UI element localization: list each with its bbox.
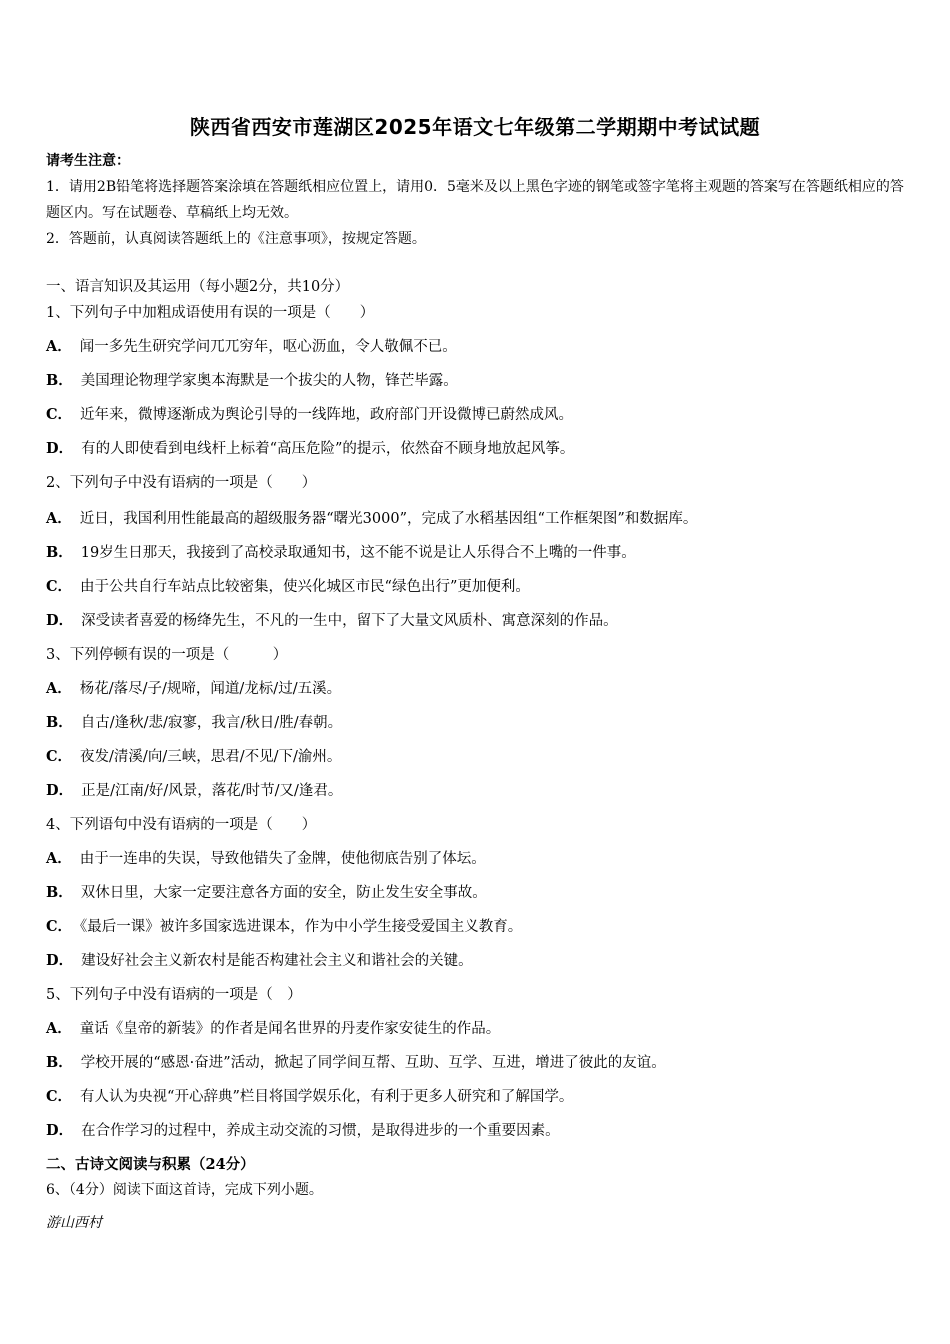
option-text: 建设好社会主义新农村是能否构建社会主义和谐社会的关键。	[81, 953, 473, 969]
question-stem-6: 6、（4分）阅读下面这首诗，完成下列小题。	[46, 1182, 323, 1198]
option-text: 学校开展的“感恩·奋进”活动，掀起了同学间互帮、互助、互学、互进，增进了彼此的友谊。	[80, 1055, 666, 1071]
question-4-option-b	[46, 881, 487, 902]
question-4-option-a	[46, 847, 486, 868]
question-5-option-c	[46, 1085, 573, 1106]
option-letter: D．	[46, 612, 74, 629]
option-letter: A．	[46, 510, 72, 527]
notice-heading: 请考生注意：	[46, 153, 130, 169]
question-stem-1: 1、下列句子中加粗成语使用有误的一项是（ ）	[46, 305, 375, 321]
option-letter: B．	[46, 544, 73, 561]
option-letter: D．	[46, 782, 74, 799]
option-letter: C．	[46, 406, 73, 423]
section-heading-2: 二、古诗文阅读与积累（24分）	[46, 1156, 255, 1173]
question-3-option-b	[46, 711, 342, 732]
option-text: 近日，我国利用性能最高的超级服务器“曙光3000”，完成了水稻基因组“工作框架图”和数据库。	[79, 511, 698, 527]
question-3-option-c	[46, 745, 341, 766]
option-letter: C．	[46, 578, 73, 595]
option-letter: D．	[46, 440, 74, 457]
option-text: 深受读者喜爱的杨绛先生，不凡的一生中，留下了大量文风质朴、寓意深刻的作品。	[81, 613, 618, 629]
option-text: 《最后一课》被许多国家选进课本，作为中小学生接受爱国主义教育。	[80, 919, 523, 935]
option-letter: D．	[46, 952, 74, 969]
option-letter: C．	[46, 918, 73, 935]
option-text: 19岁生日那天，我接到了高校录取通知书，这不能不说是让人乐得合不上嘴的一件事。	[80, 545, 636, 561]
option-letter: B．	[46, 1054, 73, 1071]
question-1-option-a	[46, 335, 457, 356]
option-text: 有人认为央视“开心辞典”栏目将国学娱乐化，有利于更多人研究和了解国学。	[80, 1089, 574, 1105]
option-letter: B．	[46, 884, 73, 901]
notice-item-2: 2．答题前，认真阅读答题纸上的《注意事项》，按规定答题。	[46, 231, 426, 247]
option-letter: D．	[46, 1122, 74, 1139]
option-text: 正是/江南/好/风景，落花/时节/又/逢君。	[81, 783, 343, 799]
question-3-option-a	[46, 677, 341, 698]
option-text: 近年来，微博逐渐成为舆论引导的一线阵地，政府部门开设微博已蔚然成风。	[80, 407, 574, 423]
question-2-option-d	[46, 609, 618, 630]
option-text: 闻一多先生研究学问兀兀穷年，呕心沥血，令人敬佩不已。	[79, 339, 457, 355]
question-1-option-c	[46, 403, 573, 424]
option-letter: C．	[46, 1088, 73, 1105]
option-letter: C．	[46, 748, 73, 765]
option-text: 由于一连串的失误，导致他错失了金牌，使他彻底告别了体坛。	[79, 851, 486, 867]
option-text: 由于公共自行车站点比较密集，使兴化城区市民“绿色出行”更加便利。	[80, 579, 530, 595]
question-3-option-d	[46, 779, 342, 800]
option-text: 夜发/清溪/向/三峡，思君/不见/下/渝州。	[80, 749, 342, 765]
question-4-option-d	[46, 949, 473, 970]
question-5-option-b	[46, 1051, 666, 1072]
page-title: 陕西省西安市莲湖区2025年语文七年级第二学期期中考试试题	[189, 115, 761, 139]
option-letter: A．	[46, 338, 72, 355]
option-letter: B．	[46, 372, 73, 389]
option-text: 有的人即使看到电线杆上标着“高压危险”的提示，依然奋不顾身地放起风筝。	[81, 441, 575, 457]
option-text: 双休日里，大家一定要注意各方面的安全，防止发生安全事故。	[80, 885, 487, 901]
question-2-option-a	[46, 507, 697, 528]
question-stem-4: 4、下列语句中没有语病的一项是（ ）	[46, 817, 317, 833]
option-letter: A．	[46, 850, 72, 867]
question-5-option-a	[46, 1017, 500, 1038]
option-text: 美国理论物理学家奥本海默是一个拔尖的人物，锋芒毕露。	[80, 373, 458, 389]
option-letter: B．	[46, 714, 73, 731]
question-5-option-d	[46, 1119, 560, 1140]
question-1-option-d	[46, 437, 574, 458]
question-stem-3: 3、下列停顿有误的一项是（ ）	[46, 647, 288, 663]
option-text: 自古/逢秋/悲/寂寥，我言/秋日/胜/春朝。	[80, 715, 343, 731]
notice-item-1: 1．请用2B铅笔将选择题答案涂填在答题纸相应位置上，请用0．5毫米及以上黑色字迹的钢笔或签字笔将主观题的答案写在答题纸相应的答题区内。写在试题卷、草稿纸上均无效。	[46, 179, 904, 221]
question-2-option-c	[46, 575, 530, 596]
poem-title: 游山西村	[46, 1215, 102, 1231]
option-text: 在合作学习的过程中，养成主动交流的习惯，是取得进步的一个重要因素。	[81, 1123, 560, 1139]
question-4-option-c	[46, 915, 522, 936]
option-letter: A．	[46, 680, 72, 697]
option-text: 童话《皇帝的新装》的作者是闻名世界的丹麦作家安徒生的作品。	[79, 1021, 501, 1037]
notice-block	[46, 148, 906, 252]
section-heading-1: 一、语言知识及其运用（每小题2分，共10分）	[46, 279, 350, 295]
option-text: 杨花/落尽/子/规啼，闻道/龙标/过/五溪。	[79, 681, 342, 697]
question-stem-2: 2、下列句子中没有语病的一项是（ ）	[46, 475, 317, 491]
question-2-option-b	[46, 541, 636, 562]
question-stem-5: 5、下列句子中没有语病的一项是（ ）	[46, 987, 302, 1003]
question-1-option-b	[46, 369, 458, 390]
option-letter: A．	[46, 1020, 72, 1037]
